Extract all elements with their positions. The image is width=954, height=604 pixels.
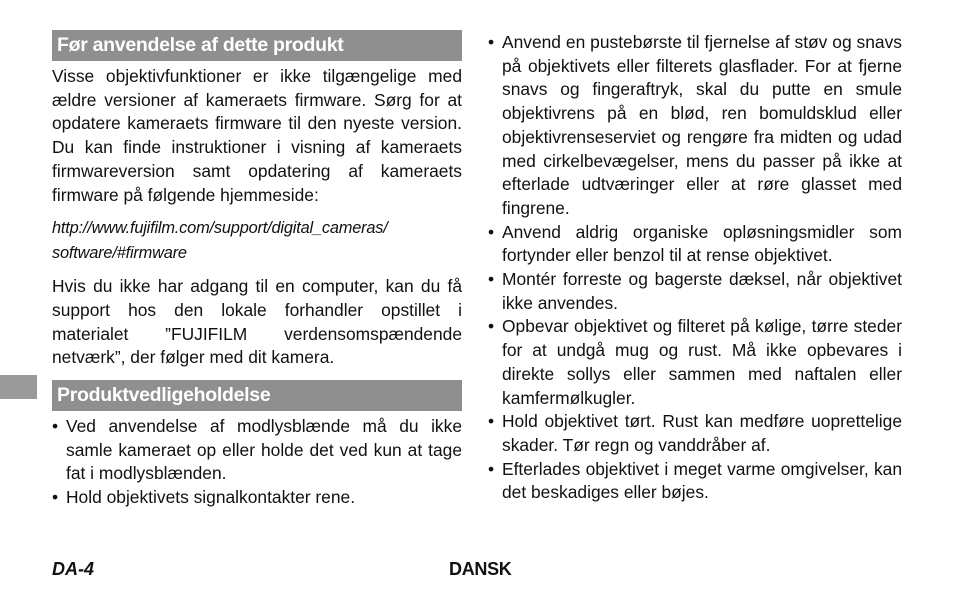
list-item-text: Anvend aldrig organiske opløsningsmidler som fortynder eller benzol til at rense objektivet. <box>502 221 902 266</box>
section-heading-before-use: Før anvendelse af dette produkt <box>52 30 462 61</box>
list-item-text: Hold objektivets signalkontakter rene. <box>66 487 356 508</box>
bullet-icon: • <box>488 411 495 432</box>
list-item-text: Hold objektivet tørt. Rust kan medføre uoprettelige skader. Tør regn og vanddråber af. <box>502 411 902 455</box>
left-column <box>52 30 462 510</box>
section-heading-maintenance: Produktvedligeholdelse <box>52 380 462 411</box>
firmware-url[interactable] <box>52 216 462 266</box>
list-item <box>488 31 902 221</box>
list-item <box>488 268 902 315</box>
page-number: DA-4 <box>52 559 95 579</box>
list-item <box>488 458 902 505</box>
right-column <box>488 31 902 505</box>
language-label: DANSK <box>449 559 512 579</box>
list-item-text: Anvend en pustebørste til fjernelse af støv og snavs på objektivets eller filterets glasflader. For at fjerne snavs og fingeraftryk, skal du putte en smule objektivrens på en blød, ren bomuldsklud eller objektivrenseserviet og rengøre fra midten og udad med cirkelbevægelser, mens du passer på ikke at efterlade udtværinger eller at røre glasset med fingrene. <box>502 32 902 218</box>
list-item <box>52 486 462 510</box>
bullet-icon: • <box>488 269 495 290</box>
list-item-text: Efterlades objektivet i meget varme omgivelser, kan det beskadiges eller bøjes. <box>502 458 902 503</box>
bullet-icon: • <box>52 487 59 508</box>
bullet-icon: • <box>52 416 59 437</box>
bullet-icon: • <box>488 458 495 479</box>
firmware-paragraph: Visse objektivfunktioner er ikke tilgængelige med ældre versioner af kameraets firmware. Sørg for at opdatere kameraets firmware til den nyeste version. Du kan finde instruktioner i visning af kameraets firmwareversion samt opdatering af kameraets firmware på følgende hjemmeside: <box>52 66 462 205</box>
list-item-text: Ved anvendelse af modlysblænde må du ikke samle kameraet op eller holde det ved kun at tage fat i modlysblænden. <box>66 416 462 484</box>
bullet-icon: • <box>488 32 495 52</box>
list-item <box>488 410 902 457</box>
list-item <box>488 221 902 268</box>
list-item-text: Montér forreste og bagerste dæksel, når objektivet ikke anvendes. <box>502 269 902 313</box>
list-item-text: Opbevar objektivet og filteret på kølige, tørre steder for at undgå mug og rust. Må ikke opbevares i direkte sollys eller sammen med naftalen eller kamfermølkugler. <box>502 316 902 408</box>
side-section-tab <box>0 375 37 399</box>
maintenance-list-right <box>488 31 902 505</box>
list-item <box>52 415 462 486</box>
maintenance-list-left <box>52 415 462 510</box>
support-paragraph: Hvis du ikke har adgang til en computer, kan du få support hos den lokale forhandler opstillet i materialet ”FUJIFILM verdensomspændende netværk”, der følger med dit kamera. <box>52 276 462 368</box>
bullet-icon: • <box>488 316 495 337</box>
firmware-url-line1[interactable]: http://www.fujifilm.com/support/digital_cameras/ <box>52 219 388 238</box>
list-item <box>488 315 902 410</box>
bullet-icon: • <box>488 221 495 242</box>
firmware-url-line2[interactable]: software/#firmware <box>52 244 187 263</box>
